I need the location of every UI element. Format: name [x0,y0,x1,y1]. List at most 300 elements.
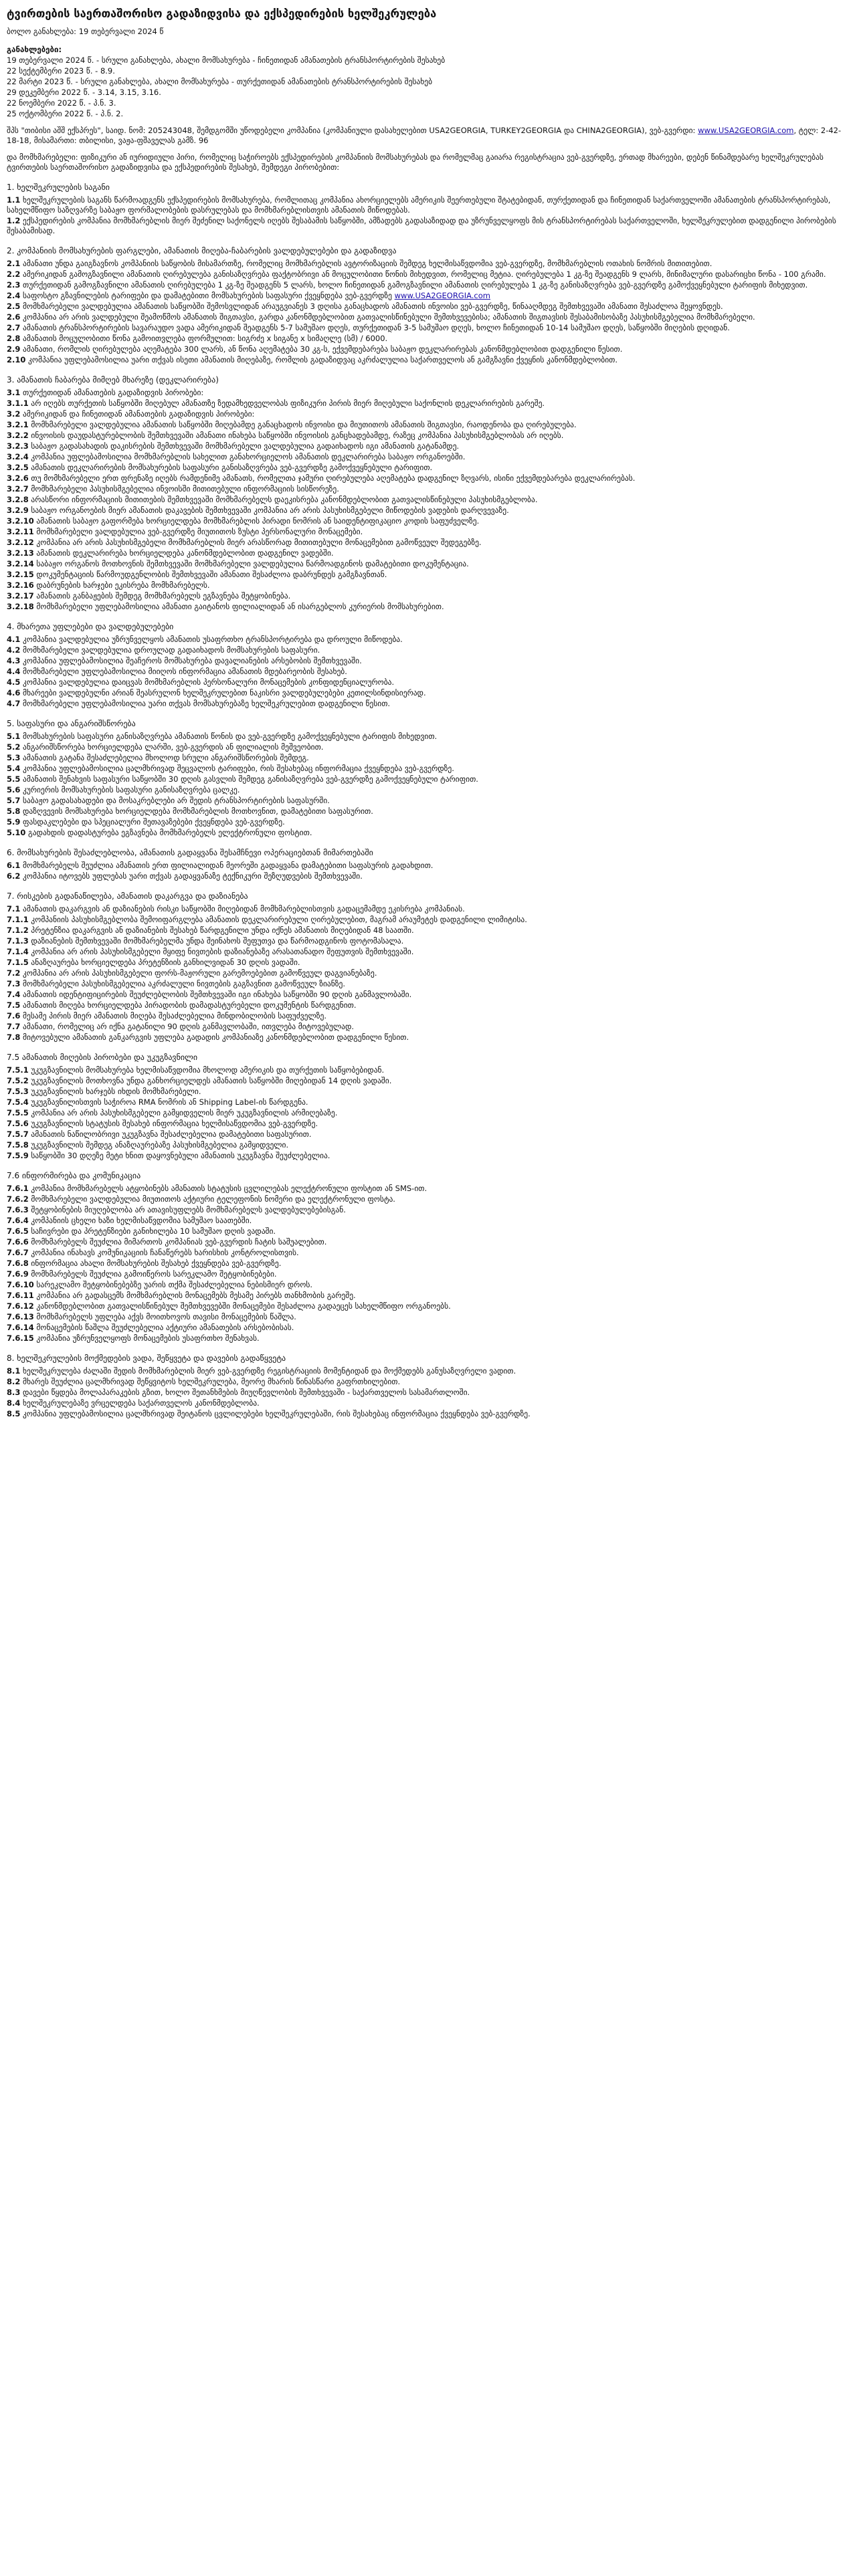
clause-number: 7.5.1 [7,1065,29,1075]
clause-text: ამანათის დაკარგვის ან დაზიანების რისკი საწყობში მიღებიდან მომხმარებლისთვის გადაცემამდე ეკისრება კომპანიას. [20,904,465,914]
clause [7,796,852,806]
clause [7,602,852,612]
clause-number: 7.6.10 [7,1280,34,1289]
clause-number: 7.1.4 [7,947,29,956]
clause-number: 3.2.10 [7,516,34,526]
change-item: 22 მარტი 2023 წ. - სრული განახლება, ახალი მომსახურება - თურქეთიდან ამანათების ტრანსპორტირების შესახებ [7,77,433,86]
clause-text: ამანათის ნაწილობრივი უკუგზავნა შესაძლებელია დამატებითი საფასურით. [28,1130,312,1139]
clause [7,355,852,365]
clause-number: 7.6.14 [7,1323,34,1332]
tariff-site-link[interactable]: www.USA2GEORGIA.com [394,291,490,300]
clause [7,968,852,978]
clause [7,1312,852,1322]
clause [7,516,852,526]
clause-number: 4.5 [7,677,21,687]
clause-text: კომპანია ინახავს კომუნიკაციის ჩანაწერებს ხარისხის კონტროლისთვის. [28,1248,299,1257]
clause-text: კომპანია არ არის ვალდებული შეამოწმოს ამანათის შიგთავსი, გარდა კანონმდებლობით გათვალისწინებული შემთხვევებისა; ამანათის შიგთავსის შესაბამისობაზე პასუხისმგებელია მომხმარებელი. [20,312,755,322]
clause-text: დაზიანების შემთხვევაში მომხმარებელმა უნდა შეინახოს შეფუთვა და წარმოადგინოს ფოტომასალა. [28,936,404,946]
clause-text: კანონმდებლობით გათვალისწინებულ შემთხვევებში მონაცემები შესაძლოა გადაეცეს სახელმწიფო ორგანოებს. [33,1301,451,1311]
clause-text: მესამე პირის მიერ ამანათის მიღება შესაძლებელია მინდობილობის საფუძველზე. [20,1011,327,1021]
clause [7,302,852,312]
section-title: 6. მომსახურების შესაძლებლობა, ამანათის გადაყვანა შესამჩნევი ოპერაციებთან მიმართებაში [7,848,373,857]
clause [7,1194,852,1204]
clause-text: ინფორმაცია ახალი მომსახურების შესახებ ქვეყნდება ვებ-გვერდზე. [28,1259,282,1268]
clause-number: 3.2.7 [7,484,29,494]
section-title: 5. საფასური და ანგარიშსწორება [7,719,136,728]
clause-text: უკუგზავნილის ხარჯებს იხდის მომხმარებელი. [28,1087,201,1096]
clause [7,538,852,548]
clause [7,753,852,763]
clause [7,1388,852,1398]
clause [7,1323,852,1333]
clause [7,1216,852,1226]
company-info [7,126,852,146]
clause-text: კომპანია ვალდებულია უზრუნველყოს ამანათის უსაფრთხო ტრანსპორტირება და დროული მიწოდება. [20,635,403,644]
intro-text: და მომხმარებელი: ფიზიკური ან იურიდიული პირი, რომელიც საჭიროებს ექსპედირების კომპანიის მომსახურებას და რომელმაც გაიარა რეგისტრაცია ვებ-გვერდზე, ერთად მხარეები, დებენ წინამდებარე ხელშეკრულებას ტვირთების საერთაშორისო გადაზიდვისა და ექსპედირების შესახებ, შემდეგი პირობებით: [7,152,824,172]
clause-text: ამანათის საბაჟო გაფორმება ხორციელდება მომხმარებლის პირადი ნომრის ან საიდენტიფიკაციო კოდის საფუძველზე. [33,516,480,526]
clause [7,195,852,215]
clause [7,1033,852,1043]
clause-text: საბაჟო ორგანოს მოთხოვნის შემთხვევაში მომხმარებელი ვალდებულია წარმოადგინოს დამატებითი დოკუმენტაცია. [33,559,469,568]
clause-number: 7.7 [7,1022,21,1031]
clause [7,484,852,494]
clause-text: უკუგზავნილის მომსახურება ხელმისაწვდომია მხოლოდ ამერიკის და თურქეთის საწყობებიდან. [28,1065,385,1075]
clause-text: შეტყობინების მიუღებლობა არ ათავისუფლებს მომხმარებელს ვალდებულებებისგან. [28,1205,346,1214]
clause-number: 4.6 [7,688,21,697]
clause [7,807,852,817]
clause-text: კომპანია უფლებამოსილია უარი თქვას ისეთი ამანათის მიღებაზე, რომლის გადაზიდვაც აკრძალულია საქართველოს ან გამგზავნი ქვეყნის კანონმდებლობით. [25,355,618,364]
clause [7,732,852,742]
clause-number: 3.2.17 [7,591,34,601]
clause-text: კომპანია უზრუნველყოფს მონაცემების უსაფრთხო შენახვას. [33,1333,260,1343]
clause [7,904,852,914]
clause [7,1366,852,1376]
clause [7,861,852,871]
clause-number: 7.4 [7,990,21,999]
clause-text: ამანათის განბაჟების შემდეგ მომხმარებელს ეგზავნება შეტყობინება. [33,591,291,601]
clause-text: ანგარიშსწორება ხორციელდება ლარში, ვებ-გვერდის ან ფილიალის მეშვეობით. [20,742,324,752]
clause-text: ამერიკიდან გამოგზავნილი ამანათის ღირებულება განისაზღვრება ფაქტობრივი ან მოცულობითი წონის მიხედვით, რომელიც მეტია. ღირებულება 1 კგ-ზე შეადგენს 9 ლარს, მინიმალური დასარიცხი წონა - 100 გრამი. [20,270,826,279]
changes-heading: განახლებები: [7,45,62,54]
clause [7,1022,852,1032]
clause-text: მონაცემების წაშლა შეუძლებელია აქტიური ამანათების არსებობისას. [33,1323,294,1332]
clause [7,1248,852,1258]
clause [7,1259,852,1269]
clause-number: 7.5.3 [7,1087,29,1096]
clause-text: გადახდის დადასტურება ეგზავნება მომხმარებელს ელექტრონული ფოსტით. [25,828,312,837]
clause-number: 7.6.3 [7,1205,29,1214]
clause [7,947,852,957]
clause-number: 1.1 [7,195,21,205]
section-title: 7.6 ინფორმირება და კომუნიკაცია [7,1171,141,1180]
clause [7,1000,852,1010]
clause [7,280,852,290]
clause-text: ამანათის ტრანსპორტირების სავარაუდო ვადა ამერიკიდან შეადგენს 5-7 სამუშაო დღეს, თურქეთიდან 3-5 სამუშაო დღეს, ხოლო ჩინეთიდან 10-14 სამუშაო დღეს, საწყობში მიღების დღიდან. [20,323,730,332]
clause [7,527,852,537]
clause [7,344,852,354]
clause [7,1377,852,1387]
section-title: 4. მხარეთა უფლებები და ვალდებულებები [7,622,174,631]
clause [7,473,852,484]
clause-number: 3.2.1 [7,420,29,429]
clause-number: 7.8 [7,1033,21,1042]
clause-number: 5.4 [7,764,21,773]
clause-number: 6.2 [7,871,21,881]
section-title: 7. რისკების გადანაწილება, ამანათის დაკარგვა და დაზიანება [7,891,248,901]
clause-number: 3.2.15 [7,570,34,579]
clause [7,688,852,698]
clause-text: ანაზღაურება ხორციელდება პრეტენზიის განხილვიდან 30 დღის ვადაში. [28,958,300,967]
clause [7,958,852,968]
clause [7,431,852,441]
clause-number: 3.2.4 [7,452,29,461]
clause [7,1087,852,1097]
clause-text: მომსახურების საფასური განისაზღვრება ამანათის წონის და ვებ-გვერდზე გამოქვეყნებული ტარიფის მიხედვით. [20,732,438,741]
clause [7,1097,852,1107]
clause [7,495,852,505]
clause-number: 7.1 [7,904,21,914]
clause-text: ამანათის დეკლარირების მომსახურების საფასური განისაზღვრება ვებ-გვერდზე გამოქვეყნებული ტარიფით. [28,463,433,472]
clause-number: 2.8 [7,334,21,343]
clause-text: ხელშეკრულება ძალაში შედის მომხმარებლის მიერ ვებ-გვერდზე რეგისტრაციის მომენტიდან და მოქმედებს განუსაზღვრელი ვადით. [20,1366,516,1376]
clause-text: კომპანია ვალდებულია დაიცვას მომხმარებლის პერსონალური მონაცემების კონფიდენციალურობა. [20,677,395,687]
clause-text: პრეტენზია დაკარგვის ან დაზიანების შესახებ წარდგენილი უნდა იქნეს ამანათის მიღებიდან 48 საათში. [28,926,414,935]
clause [7,828,852,838]
clause [7,1184,852,1194]
clause-text: ხელშეკრულების საგანს წარმოადგენს ექსპედირების მომსახურება, რომლითაც კომპანია ახორციელებს ამერიკის შეერთებული შტატებიდან, თურქეთიდან და ჩინეთიდან საქართველოში ამანათების ტრანსპორტირებას, სახელმწიფო საზღვარზე საბაჟო ფორმალობების დასრულებას და მომხმარებლისთვის ამანათის მიწოდებას. [7,195,831,215]
clause-number: 6.1 [7,861,21,870]
clause [7,216,852,236]
clause-number: 3.2.12 [7,538,34,547]
change-item: 19 თებერვალი 2024 წ. - სრული განახლება, ახალი მომსახურება - ჩინეთიდან ამანათების ტრანსპორტირების შესახებ [7,56,446,65]
clause [7,270,852,280]
clause-text: დავები წყდება მოლაპარაკების გზით, ხოლო შეთანხმების მიუღწევლობის შემთხვევაში - საქართველოს სასამართლოში. [20,1388,470,1397]
clause-text: კომპანია არ არის პასუხისმგებელი გამყიდველის მიერ უკუგზავნილის არმიღებაზე. [28,1108,338,1117]
clause-text: საბაჟო ორგანოების მიერ ამანათის დაკავების შემთხვევაში კომპანია არ არის პასუხისმგებელი მიწოდების ვადების დარღვევაზე. [28,506,509,515]
clause-number: 7.1.1 [7,915,29,924]
clause-text: მომხმარებელი პასუხისმგებელია ინვოისში მითითებული ინფორმაციის სისწორეზე. [28,484,339,494]
clause-text: მომხმარებელი უფლებამოსილია უარი თქვას მომსახურებაზე ხელშეკრულებით დადგენილი წესით. [20,699,391,708]
clause-text: ამერიკიდან და ჩინეთიდან ამანათების გადაზიდვის პირობები: [20,409,255,419]
clause-text: მიტოვებული ამანათის განკარგვის უფლება გადადის კომპანიაზე კანონმდებლობით დადგენილი წესით. [20,1033,409,1042]
clause-text: თურქეთიდან ამანათების გადაზიდვის პირობები: [20,388,204,397]
clause [7,291,852,301]
clause-number: 8.1 [7,1366,21,1376]
clause-number: 5.10 [7,828,26,837]
clause [7,1291,852,1301]
clause-text: ამანათი უნდა გაიგზავნოს კომპანიის საწყობის მისამართზე, რომელიც მომხმარებლის ავტორიზაციის შემდეგ ხელმისაწვდომია ვებ-გვერდზე, მომხმარებლის ოთახის ნომრის მითითებით. [20,259,712,268]
clause-number: 7.6.6 [7,1237,29,1247]
clause-text: კომპანია მომხმარებელს ატყობინებს ამანათის სტატუსის ცვლილებას ელექტრონული ფოსტით ან SMS-ით. [28,1184,427,1193]
clause-number: 2.9 [7,344,21,354]
clause [7,1076,852,1086]
clause-text: კომპანიის ცხელი ხაზი ხელმისაწვდომია სამუშაო საათებში. [28,1216,252,1225]
clause-number: 1.2 [7,216,21,225]
clause-text: მომხმარებელი ვალდებულია ამანათის საწყობში მიღებამდე განაცხადოს ინვოისი და მიუთითოს ამანათის შიგთავსი, რაოდენობა და ღირებულება. [28,420,577,429]
clause-number: 3.2.13 [7,548,34,558]
clause-number: 2.1 [7,259,21,268]
clause-number: 4.4 [7,667,21,676]
clause-number: 5.9 [7,817,21,827]
clause-text: კომპანია არ არის პასუხისმგებელი მყიფე ნივთების დაზიანებაზე არასათანადო შეფუთვის შემთხვევაში. [28,947,414,956]
clause-text: თუ მომხმარებელი ერთ ფრენაზე იღებს რამდენიმე ამანათს, რომელთა ჯამური ღირებულება აღემატება დადგენილ ზღვარს, ისინი ექვემდებარება დეკლარირებას. [28,473,636,483]
clause-number: 7.6 [7,1011,21,1021]
clause-text: ამანათის გატანა შესაძლებელია მხოლოდ სრული ანგარიშსწორების შემდეგ. [20,753,309,762]
clause-text: საჩივრები და პრეტენზიები განიხილება 10 სამუშაო დღის ვადაში. [28,1226,276,1236]
clause-text: ამანათის მიღება ხორციელდება პირადობის დამადასტურებელი დოკუმენტის წარდგენით. [20,1000,357,1010]
clause-text: ამანათის დეკლარირება ხორციელდება კანონმდებლობით დადგენილ ვადებში. [33,548,334,558]
clause-number: 3.2.2 [7,431,29,440]
change-item: 22 სექტემბერი 2023 წ. - 8.9. [7,66,115,76]
clause-number: 3.2.11 [7,527,34,536]
clause-text: საბაჟო გადასახადის დაკისრების შემთხვევაში მომხმარებელი ვალდებულია გადაიხადოს იგი ამანათის გატანამდე. [28,441,460,451]
clause [7,1409,852,1419]
clause [7,1398,852,1408]
clause-text: მომხმარებელს შეუძლია მიმართოს კომპანიას ვებ-გვერდის ჩატის საშუალებით. [28,1237,327,1247]
clause-number: 7.5.2 [7,1076,29,1085]
clause-number: 7.1.2 [7,926,29,935]
clause-text: მომხმარებელი ვალდებულია ამანათის საწყობში შემოსვლიდან არაუგვიანეს 3 დღისა განაცხადოს ამანათის ინვოისი ვებ-გვერდზე, წინააღმდეგ შემთხვევაში ამანათი შესაძლოა შეყოვნდეს. [20,302,723,311]
clause [7,699,852,709]
clause-text: მომხმარებელს შეუძლია გამოიწეროს სარეკლამო შეტყობინებები. [28,1269,277,1279]
clause-number: 3.2.3 [7,441,29,451]
clause-text: კომპანია არ არის პასუხისმგებელი ფორს-მაჟორული გარემოებებით გამოწვეულ დაგვიანებაზე. [20,968,377,978]
clause-number: 7.3 [7,979,21,988]
clause-text: მომხმარებელი ვალდებულია ვებ-გვერდზე მიუთითოს ზუსტი პერსონალური მონაცემები. [33,527,363,536]
clause [7,667,852,677]
clause [7,591,852,601]
clause [7,559,852,569]
clause [7,1205,852,1215]
clause-text: ხელშეკრულებაზე ვრცელდება საქართველოს კანონმდებლობა. [20,1398,260,1408]
clause-text: დაბრუნების ხარჯები ეკისრება მომხმარებელს. [33,580,210,590]
clause-number: 7.5.7 [7,1130,29,1139]
sections-container [7,182,852,1419]
clause-number: 3.2.14 [7,559,34,568]
clause-text: დაზღვევის მომსახურება ხორციელდება მომხმარებლის მოთხოვნით, დამატებითი საფასურით. [20,807,373,816]
company-block [7,126,852,146]
clause-number: 3.2.8 [7,495,29,504]
clause-text: მხარეები ვალდებულნი არიან შეასრულონ ხელშეკრულებით ნაკისრი ვალდებულებები კეთილსინდისიერად. [20,688,426,697]
clause-number: 3.2 [7,409,21,419]
clause-text: საბაჟო გადასახადები და მოსაკრებლები არ შედის ტრანსპორტირების საფასურში. [20,796,330,805]
clause-number: 7.6.8 [7,1259,29,1268]
clause-number: 7.1.3 [7,936,29,946]
clause-text: ამანათის იდენტიფიცირების შეუძლებლობის შემთხვევაში იგი ინახება საწყობში 90 დღის განმავლობაში. [20,990,412,999]
clause-text: ამანათის მოცულობითი წონა გამოითვლება ფორმულით: სიგრძე x სიგანე x სიმაღლე (სმ) / 6000. [20,334,388,343]
clause [7,1280,852,1290]
clause-number: 4.7 [7,699,21,708]
clause-number: 7.1.5 [7,958,29,967]
clause [7,452,852,462]
clause-number: 7.6.7 [7,1248,29,1257]
clause-text: არ იღებს თურქეთის საწყობში მიღებულ ამანათზე ზედამხედველობას ფიზიკური პირის მიერ მიღებული საქონლის დეკლარირების გარეშე. [28,399,545,408]
clause [7,420,852,430]
clause-number: 5.8 [7,807,21,816]
clause [7,656,852,666]
clause-text: კურიერის მომსახურების საფასური განისაზღვრება ცალკე. [20,785,240,794]
last-updated: ბოლო განახლება: 19 თებერვალი 2024 წ [7,27,164,36]
clause-text: მომხმარებელი უფლებამოსილია მიიღოს ინფორმაცია ამანათის მდებარეობის შესახებ. [20,667,347,676]
clause [7,990,852,1000]
clause-number: 7.6.15 [7,1333,34,1343]
clause-text: მომხმარებელს შეუძლია ამანათის ერთ ფილიალიდან მეორეში გადაყვანა დამატებითი საფასურის გადახდით. [20,861,434,870]
clause [7,548,852,558]
clause-number: 5.1 [7,732,21,741]
clause-number: 7.6.4 [7,1216,29,1225]
clause-number: 7.5.5 [7,1108,29,1117]
clause-number: 3.1 [7,388,21,397]
clause-number: 3.2.9 [7,506,29,515]
clause-number: 7.2 [7,968,21,978]
clause [7,635,852,645]
clause [7,388,852,398]
section-title: 1. ხელშეკრულების საგანი [7,183,110,192]
clause-text: მხარეს შეუძლია ცალმხრივად შეწყვიტოს ხელშეკრულება, მეორე მხარის წინასწარი გაფრთხილებით. [20,1377,401,1386]
clause [7,323,852,333]
clause-text: მომხმარებელი ვალდებულია დროულად გადაიხადოს მომსახურების საფასური. [20,645,320,655]
clause [7,1108,852,1118]
clause [7,580,852,591]
clause-number: 7.5.8 [7,1140,29,1150]
section-title: 7.5 ამანათის მიღების პირობები და უკუგზავნილი [7,1053,198,1062]
intro-block [7,152,852,173]
clause [7,774,852,784]
clause [7,1119,852,1129]
clause-text: ექსპედირების კომპანია მომხმარებლის მიერ შეძენილ საქონელს იღებს შესაბამის საწყობში, ამზადებს გადასაზიდად და უზრუნველყოფს მის ტრანსპორტირებას საქართველოში, ხელშეკრულებით დადგენილი პირობების შესაბამისად. [7,216,836,235]
clause [7,915,852,925]
clause-number: 4.1 [7,635,21,644]
clause-text: კომპანია უფლებამოსილია ცალმხრივად შეიტანოს ცვლილებები ხელშეკრულებაში, რის შესახებაც ინფორმაცია ქვეყნდება ვებ-გვერდზე. [20,1409,531,1418]
clause-number: 3.2.5 [7,463,29,472]
clause-number: 7.6.9 [7,1269,29,1279]
clause-number: 2.2 [7,270,21,279]
clause-text: დოკუმენტაციის წარმოუდგენლობის შემთხვევაში ამანათი შესაძლოა დაბრუნდეს გამგზავნთან. [33,570,387,579]
clause-text: თურქეთიდან გამოგზავნილი ამანათის ღირებულება 1 კგ-ზე შეადგენს 5 ლარს, ხოლო ჩინეთიდან გამოგზავნილი ამანათის ღირებულება 1 კგ-ზე განისაზღვრება ვებ-გვერდზე გამოქვეყნებული ტარიფის მიხედვით. [20,280,808,290]
clause-number: 7.6.2 [7,1194,29,1204]
section-title: 2. კომპანიის მომსახურების ფარგლები, ამანათის მიღება-ჩაბარების ვალდებულებები და გადაზიდვა [7,246,397,255]
clause-text: საფოსტო გზავნილების ტარიფები და დამატებითი მომსახურების საფასური ქვეყნდება ვებ-გვერდზე [20,291,395,300]
clause-number: 7.6.5 [7,1226,29,1236]
clause [7,1130,852,1140]
clause [7,936,852,946]
clause-number: 7.6.11 [7,1291,34,1300]
company-line-start: შპს "თიბისი აშშ ექსპრეს", საიდ. ნომ: 205243048, შემდგომში უწოდებელი კომპანია (კომპანიული დასახელებით USA2GEORGIA, TURKEY2GEORGIA და CHINA2GEORGIA), ვებ-გვერდი: [7,126,698,135]
clause [7,817,852,827]
clause-text: მომხმარებელს უფლება აქვს მოითხოვოს თავისი მონაცემების წაშლა. [33,1312,296,1321]
clause [7,259,852,269]
clause-text: მომხმარებელი პასუხისმგებელია აკრძალული ნივთების გაგზავნით გამოწვეულ ზიანზე. [20,979,346,988]
clause-text: არასწორი ინფორმაციის მითითების შემთხვევაში მომხმარებელს დაეკისრება კანონმდებლობით გათვალისწინებული პასუხისმგებლობა. [28,495,538,504]
clause-number: 7.5.6 [7,1119,29,1128]
clause-text: კომპანია უფლებამოსილია მომხმარებლის სახელით განახორციელოს ამანათის დეკლარირება საბაჟო ორგანოებში. [28,452,466,461]
clause [7,1140,852,1150]
clause-number: 5.3 [7,753,21,762]
clause [7,926,852,936]
clause-number: 7.6.13 [7,1312,34,1321]
clause [7,1237,852,1247]
clause [7,409,852,419]
clause-number: 2.6 [7,312,21,322]
clause-number: 7.5.4 [7,1097,29,1107]
clause [7,785,852,795]
clause-number: 4.3 [7,656,21,665]
company-site-link[interactable]: www.USA2GEORGIA.com [698,126,794,135]
section-title: 8. ხელშეკრულების მოქმედების ვადა, შეწყვეტა და დავების გადაწყვეტა [7,1354,286,1363]
clause-text: ამანათის შენახვის საფასური საწყობში 30 დღის გასვლის შემდეგ განისაზღვრება ვებ-გვერდზე გამოქვეყნებული ტარიფით. [20,774,478,784]
clause-number: 2.10 [7,355,26,364]
clause [7,1065,852,1075]
clause-number: 7.5.9 [7,1151,29,1160]
clause [7,1011,852,1021]
clause-text: უკუგზავნილისთვის საჭიროა RMA ნომრის ან Shipping Label-ის წარდგენა. [28,1097,308,1107]
clause-text: საწყობში 30 დღეზე მეტი ხნით დაყოვნებული ამანათის უკუგზავნა შეუძლებელია. [28,1151,330,1160]
clause [7,645,852,655]
clause-text: ფასდაკლებები და სპეციალური შეთავაზებები ქვეყნდება ვებ-გვერდზე. [20,817,285,827]
clause-number: 2.7 [7,323,21,332]
clause [7,570,852,580]
clause-number: 2.5 [7,302,21,311]
clause [7,742,852,752]
clause-text: უკუგზავნილის სტატუსის შესახებ ინფორმაცია ხელმისაწვდომია ვებ-გვერდზე. [28,1119,318,1128]
clause-text: კომპანია იტოვებს უფლებას უარი თქვას გადაყვანაზე ტექნიკური შეზღუდვების შემთხვევაში. [20,871,363,881]
clause-number: 3.2.6 [7,473,29,483]
clause-text: ინვოისის დაუდასტურებლობის შემთხვევაში ამანათი ინახება საწყობში ინვოისის განცხადებამდე, რაზეც კომპანია პასუხისმგებლობას არ იღებს. [28,431,564,440]
changes-list [7,56,852,119]
clause [7,764,852,774]
clause [7,506,852,516]
clause [7,1151,852,1161]
clause-number: 7.6.12 [7,1301,34,1311]
clause-text: ამანათი, რომელიც არ იქნა გატანილი 90 დღის განმავლობაში, ითვლება მიტოვებულად. [20,1022,355,1031]
clause-number: 2.3 [7,280,21,290]
clause [7,871,852,881]
clause [7,441,852,451]
clause-number: 8.4 [7,1398,21,1408]
change-item: 25 ოქტომბერი 2022 წ. - პ.ნ. 2. [7,109,124,118]
clause [7,979,852,989]
clause-text: კომპანიის პასუხისმგებლობა შემოიფარგლება ამანათის დეკლარირებული ღირებულებით, მაგრამ არაუმეტეს დადგენილი ლიმიტისა. [28,915,527,924]
clause-text: კომპანია არ არის პასუხისმგებელი მომხმარებლის მიერ არასწორად მითითებული მონაცემებით გამოწვეულ შედეგებზე. [33,538,482,547]
clause-number: 5.2 [7,742,21,752]
clause-text: მომხმარებელი უფლებამოსილია ამანათი გაიტანოს ფილიალიდან ან ისარგებლოს კურიერის მომსახურებით. [33,602,444,611]
clause [7,1333,852,1344]
clause-text: კომპანია უფლებამოსილია ცალმხრივად შეცვალოს ტარიფები, რის შესახებაც ინფორმაცია ქვეყნდება ვებ-გვერდზე. [20,764,454,773]
document-title: ტვირთების საერთაშორისო გადაზიდვისა და ექსპედირების ხელშეკრულება [7,7,437,20]
clause [7,677,852,687]
clause-number: 5.7 [7,796,21,805]
clause-number: 3.2.18 [7,602,34,611]
clause-number: 5.5 [7,774,21,784]
clause [7,1301,852,1311]
change-item: 22 ნოემბერი 2022 წ. - პ.ნ. 3. [7,98,116,108]
clause-text: მომხმარებელი ვალდებულია მიუთითოს აქტიური ტელეფონის ნომერი და ელექტრონული ფოსტა. [28,1194,395,1204]
clause-text: უკუგზავნილის შემდეგ ანაზღაურებაზე პასუხისმგებელია გამყიდველი. [28,1140,289,1150]
clause [7,399,852,409]
clause-text: კომპანია არ გადასცემს მომხმარებლის მონაცემებს მესამე პირებს თანხმობის გარეშე. [33,1291,356,1300]
clause-text: უკუგზავნილის მოთხოვნა უნდა განხორციელდეს ამანათის საწყობში მიღებიდან 14 დღის ვადაში. [28,1076,392,1085]
clause [7,312,852,322]
section-title: 3. ამანათის ჩაბარება მიმღებ მხარეზე (დეკლარირება) [7,375,219,385]
clause-number: 7.5 [7,1000,21,1010]
clause-number: 3.2.16 [7,580,34,590]
changes-block [7,45,852,119]
clause [7,1226,852,1237]
clause-text: კომპანია უფლებამოსილია შეაჩეროს მომსახურება დავალიანების არსებობის შემთხვევაში. [20,656,362,665]
clause-number: 5.6 [7,785,21,794]
clause [7,1269,852,1279]
clause-number: 3.1.1 [7,399,29,408]
